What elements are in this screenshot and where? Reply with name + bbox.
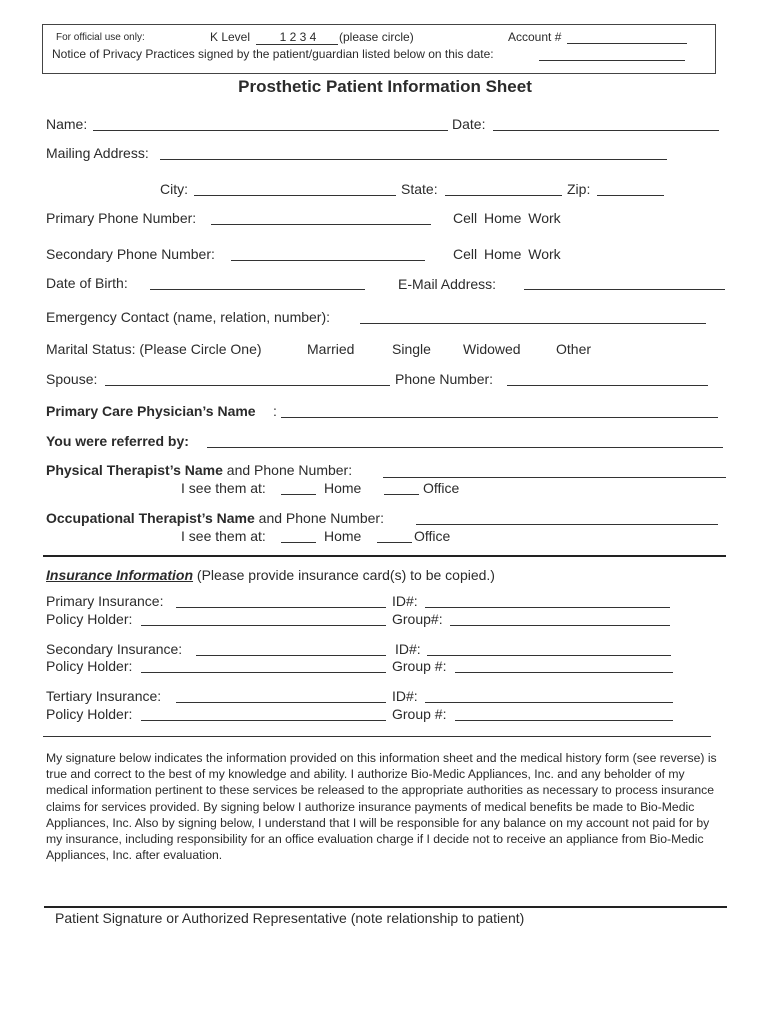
primary-holder-input[interactable] (141, 625, 386, 626)
secondary-phone-input[interactable] (231, 260, 425, 261)
secondary-id-input[interactable] (427, 655, 671, 656)
occupational-therapist-label (46, 510, 384, 526)
marital-status-label: Marital Status: (Please Circle One) (46, 341, 262, 357)
referred-by-label: You were referred by: (46, 433, 189, 449)
pcp-colon: : (273, 403, 277, 419)
secondary-insurance-input[interactable] (196, 655, 386, 656)
zip-label: Zip: (567, 181, 591, 197)
primary-id-input[interactable] (425, 607, 670, 608)
signature-line[interactable] (44, 906, 727, 908)
primary-phone-label: Primary Phone Number: (46, 210, 197, 226)
consent-paragraph: My signature below indicates the information provided on this information sheet and the medical history form (see reverse) is true and correct to the best of my knowledge and ability. I authorize Bio-Medic Appliances, Inc. and any beholder of my medical information pertinent to these services be released to the appropriate authorities as necessary to process insurance claims for services provided. By signing below I authorize insurance payments of medical benefits be made to Bio-Medic Appliances, Inc. Also by signing below, I understand that I will be responsible for any balance on my account not paid for by my insurance, including responsibility for an office evaluation charge if I decide not to receive an appliance from Bio-Medic Appliances, Inc. after evaluation. (46, 751, 717, 863)
secondary-phone-type[interactable]: Cell Home Work (453, 246, 561, 262)
pt-office-label: Office (423, 480, 460, 496)
mailing-address-label: Mailing Address: (46, 145, 149, 161)
marital-option-single[interactable]: Single (392, 341, 431, 357)
pcp-label: Primary Care Physician’s Name (46, 403, 256, 419)
tertiary-insurance-input[interactable] (176, 702, 386, 703)
physical-therapist-name-text: Physical Therapist’s Name (46, 462, 223, 478)
pt-home-blank[interactable] (281, 494, 316, 495)
spouse-input[interactable] (105, 385, 390, 386)
secondary-holder-label: Policy Holder: (46, 658, 133, 674)
dob-label: Date of Birth: (46, 275, 128, 291)
spouse-phone-input[interactable] (507, 385, 708, 386)
official-use-label: For official use only: (56, 32, 145, 43)
date-label: Date: (452, 116, 486, 132)
secondary-id-label: ID#: (395, 641, 421, 657)
email-input[interactable] (524, 289, 725, 290)
account-input[interactable] (567, 43, 687, 44)
ot-home-label: Home (324, 528, 362, 544)
spouse-label: Spouse: (46, 371, 98, 387)
page-title: Prosthetic Patient Information Sheet (238, 77, 532, 96)
primary-id-label: ID#: (392, 593, 418, 609)
occupational-therapist-input[interactable] (416, 524, 718, 525)
account-label: Account # (508, 30, 562, 44)
ot-home-blank[interactable] (281, 542, 316, 543)
tertiary-holder-label: Policy Holder: (46, 706, 133, 722)
primary-holder-label: Policy Holder: (46, 611, 133, 627)
privacy-notice-label: Notice of Privacy Practices signed by the patient/guardian listed below on this date: (52, 47, 494, 61)
mailing-address-input[interactable] (160, 159, 667, 160)
email-label: E-Mail Address: (398, 276, 497, 292)
secondary-insurance-label: Secondary Insurance: (46, 641, 183, 657)
k-level-label: K Level (210, 30, 251, 44)
privacy-date-input[interactable] (539, 60, 685, 61)
pcp-input[interactable] (281, 417, 718, 418)
emergency-contact-label: Emergency Contact (name, relation, number): (46, 309, 331, 325)
secondary-holder-input[interactable] (141, 672, 386, 673)
referred-by-input[interactable] (207, 447, 723, 448)
insurance-heading-note: (Please provide insurance card(s) to be copied.) (193, 567, 495, 583)
marital-option-widowed[interactable]: Widowed (463, 341, 521, 357)
tertiary-id-input[interactable] (425, 702, 673, 703)
tertiary-insurance-label: Tertiary Insurance: (46, 688, 162, 704)
ot-see-them-label: I see them at: (181, 528, 266, 544)
city-label: City: (160, 181, 188, 197)
occupational-therapist-phone-text: and Phone Number: (254, 510, 384, 526)
primary-phone-input[interactable] (211, 224, 431, 225)
state-input[interactable] (445, 195, 562, 196)
insurance-heading (46, 567, 495, 583)
secondary-phone-label: Secondary Phone Number: (46, 246, 215, 262)
physical-therapist-input[interactable] (383, 477, 726, 478)
signature-label: Patient Signature or Authorized Representative (note relationship to patient) (55, 910, 525, 926)
occupational-therapist-name-text: Occupational Therapist’s Name (46, 510, 255, 526)
emergency-contact-input[interactable] (360, 323, 706, 324)
date-input[interactable] (493, 130, 719, 131)
dob-input[interactable] (150, 289, 365, 290)
physical-therapist-label (46, 462, 352, 478)
ot-office-blank[interactable] (377, 542, 412, 543)
spouse-phone-label: Phone Number: (395, 371, 494, 387)
city-input[interactable] (194, 195, 396, 196)
tertiary-id-label: ID#: (392, 688, 418, 704)
ot-office-label: Office (414, 528, 451, 544)
insurance-divider (43, 736, 711, 737)
physical-therapist-phone-text: and Phone Number: (222, 462, 353, 478)
pt-home-label: Home (324, 480, 362, 496)
tertiary-holder-input[interactable] (141, 720, 386, 721)
tertiary-group-label: Group #: (392, 706, 447, 722)
primary-insurance-label: Primary Insurance: (46, 593, 164, 609)
marital-option-married[interactable]: Married (307, 341, 355, 357)
name-label: Name: (46, 116, 88, 132)
primary-group-label: Group#: (392, 611, 443, 627)
primary-phone-type[interactable]: Cell Home Work (453, 210, 561, 226)
name-input[interactable] (93, 130, 448, 131)
pt-see-them-label: I see them at: (181, 480, 266, 496)
pt-office-blank[interactable] (384, 494, 419, 495)
primary-insurance-input[interactable] (176, 607, 386, 608)
state-label: State: (401, 181, 438, 197)
zip-input[interactable] (597, 195, 664, 196)
tertiary-group-input[interactable] (455, 720, 673, 721)
secondary-group-input[interactable] (455, 672, 673, 673)
k-level-options[interactable]: 1 2 3 4 (256, 30, 338, 45)
secondary-group-label: Group #: (392, 658, 447, 674)
section-divider (43, 555, 726, 557)
k-level-note: (please circle) (339, 30, 414, 44)
insurance-heading-title: Insurance Information (46, 567, 194, 583)
primary-group-input[interactable] (450, 625, 670, 626)
marital-option-other[interactable]: Other (556, 341, 592, 357)
